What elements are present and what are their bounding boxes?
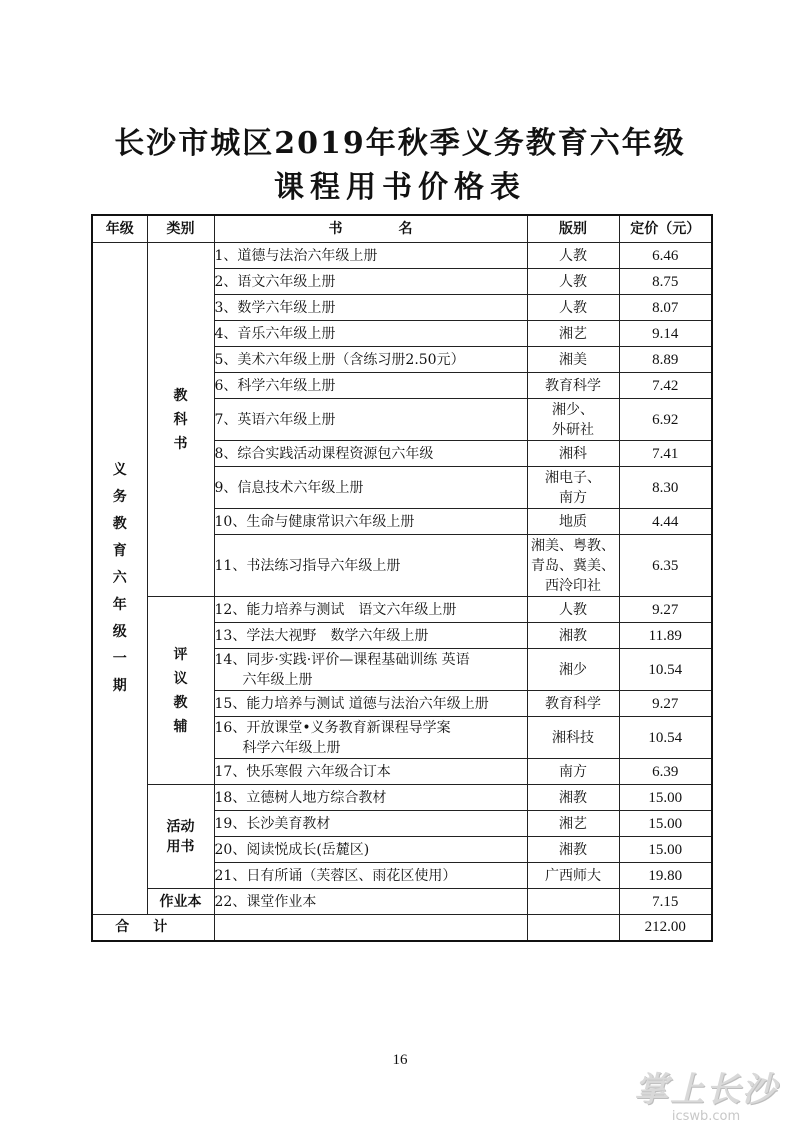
book-name: 17、快乐寒假 六年级合订本 <box>214 759 527 785</box>
book-edition: 湘教 <box>527 623 619 649</box>
book-name: 15、能力培养与测试 道德与法治六年级上册 <box>214 691 527 717</box>
book-name: 10、生命与健康常识六年级上册 <box>214 509 527 535</box>
vertical-label: 义务教育六年级一期 <box>112 462 127 694</box>
book-edition: 湘教 <box>527 837 619 863</box>
book-price: 8.89 <box>619 347 712 373</box>
page-title-line2: 课程用书价格表 <box>274 170 526 205</box>
header-price: 定价（元） <box>619 215 712 243</box>
page-number: 16 <box>392 1052 408 1068</box>
book-name: 4、音乐六年级上册 <box>214 321 527 347</box>
book-name: 5、美术六年级上册（含练习册2.50元） <box>214 347 527 373</box>
book-name: 8、综合实践活动课程资源包六年级 <box>214 441 527 467</box>
total-empty-name <box>214 915 527 941</box>
header-grade: 年级 <box>92 215 147 243</box>
watermark-main: 掌上长沙 <box>634 1070 778 1110</box>
book-name: 14、同步·实践·评价—课程基础训练 英语 六年级上册 <box>214 649 527 691</box>
category-activity-label: 活动用书 <box>166 818 195 855</box>
total-empty-edition <box>527 915 619 941</box>
book-name: 11、书法练习指导六年级上册 <box>214 535 527 597</box>
book-price: 19.80 <box>619 863 712 889</box>
book-edition: 湘艺 <box>527 811 619 837</box>
vertical-label: 评议教辅 <box>173 646 188 735</box>
price-table <box>91 214 713 942</box>
category-review <box>147 597 214 785</box>
book-edition: 湘教 <box>527 785 619 811</box>
book-edition: 湘科技 <box>527 717 619 759</box>
book-price: 15.00 <box>619 785 712 811</box>
book-name: 19、长沙美育教材 <box>214 811 527 837</box>
book-name: 21、日有所诵（芙蓉区、雨花区使用） <box>214 863 527 889</box>
book-edition: 人教 <box>527 597 619 623</box>
table-row <box>92 597 712 623</box>
total-row <box>92 915 712 941</box>
book-price: 10.54 <box>619 649 712 691</box>
book-price: 8.07 <box>619 295 712 321</box>
book-name: 3、数学六年级上册 <box>214 295 527 321</box>
book-edition: 湘美、粤教、 青岛、冀美、 西泠印社 <box>527 535 619 597</box>
book-price: 8.30 <box>619 467 712 509</box>
book-price: 11.89 <box>619 623 712 649</box>
total-price: 212.00 <box>619 915 712 941</box>
book-price: 8.75 <box>619 269 712 295</box>
book-price: 9.27 <box>619 597 712 623</box>
book-name: 13、学法大视野 数学六年级上册 <box>214 623 527 649</box>
book-edition: 湘美 <box>527 347 619 373</box>
book-edition: 人教 <box>527 295 619 321</box>
book-name: 6、科学六年级上册 <box>214 373 527 399</box>
header-book-name: 书 名 <box>214 215 527 243</box>
book-name: 18、立德树人地方综合教材 <box>214 785 527 811</box>
book-name: 1、道德与法治六年级上册 <box>214 243 527 269</box>
book-edition: 人教 <box>527 243 619 269</box>
category-activity <box>147 785 214 889</box>
book-price: 6.92 <box>619 399 712 441</box>
book-price: 7.42 <box>619 373 712 399</box>
book-price: 15.00 <box>619 811 712 837</box>
grade-cell <box>92 243 147 915</box>
page-title-line1: 长沙市城区2019年秋季义务教育六年级 <box>114 126 686 161</box>
watermark-logo <box>634 1062 778 1124</box>
book-price: 7.15 <box>619 889 712 915</box>
book-edition: 广西师大 <box>527 863 619 889</box>
book-price: 9.27 <box>619 691 712 717</box>
book-name: 16、开放课堂•义务教育新课程导学案 科学六年级上册 <box>214 717 527 759</box>
table-row <box>92 785 712 811</box>
book-edition: 地质 <box>527 509 619 535</box>
book-price: 6.35 <box>619 535 712 597</box>
watermark-sub: icswb.com <box>671 1109 741 1124</box>
book-edition: 教育科学 <box>527 373 619 399</box>
book-edition: 湘艺 <box>527 321 619 347</box>
header-edition: 版别 <box>527 215 619 243</box>
book-name: 9、信息技术六年级上册 <box>214 467 527 509</box>
book-price: 6.46 <box>619 243 712 269</box>
book-price: 4.44 <box>619 509 712 535</box>
book-edition: 湘少 <box>527 649 619 691</box>
book-edition: 人教 <box>527 269 619 295</box>
book-price: 6.39 <box>619 759 712 785</box>
book-name: 12、能力培养与测试 语文六年级上册 <box>214 597 527 623</box>
category-textbook <box>147 243 214 597</box>
book-edition: 湘科 <box>527 441 619 467</box>
table-row <box>92 889 712 915</box>
header-category: 类别 <box>147 215 214 243</box>
book-price: 15.00 <box>619 837 712 863</box>
book-price: 7.41 <box>619 441 712 467</box>
book-name: 20、阅读悦成长(岳麓区) <box>214 837 527 863</box>
book-name: 2、语文六年级上册 <box>214 269 527 295</box>
table-row <box>92 243 712 269</box>
book-edition: 湘电子、 南方 <box>527 467 619 509</box>
category-homework: 作业本 <box>147 889 214 915</box>
book-name: 22、课堂作业本 <box>214 889 527 915</box>
book-edition <box>527 889 619 915</box>
book-price: 10.54 <box>619 717 712 759</box>
book-edition: 教育科学 <box>527 691 619 717</box>
book-edition: 湘少、 外研社 <box>527 399 619 441</box>
book-name: 7、英语六年级上册 <box>214 399 527 441</box>
book-edition: 南方 <box>527 759 619 785</box>
book-price: 9.14 <box>619 321 712 347</box>
total-label: 合计 <box>92 915 214 941</box>
vertical-label: 教科书 <box>173 387 188 452</box>
